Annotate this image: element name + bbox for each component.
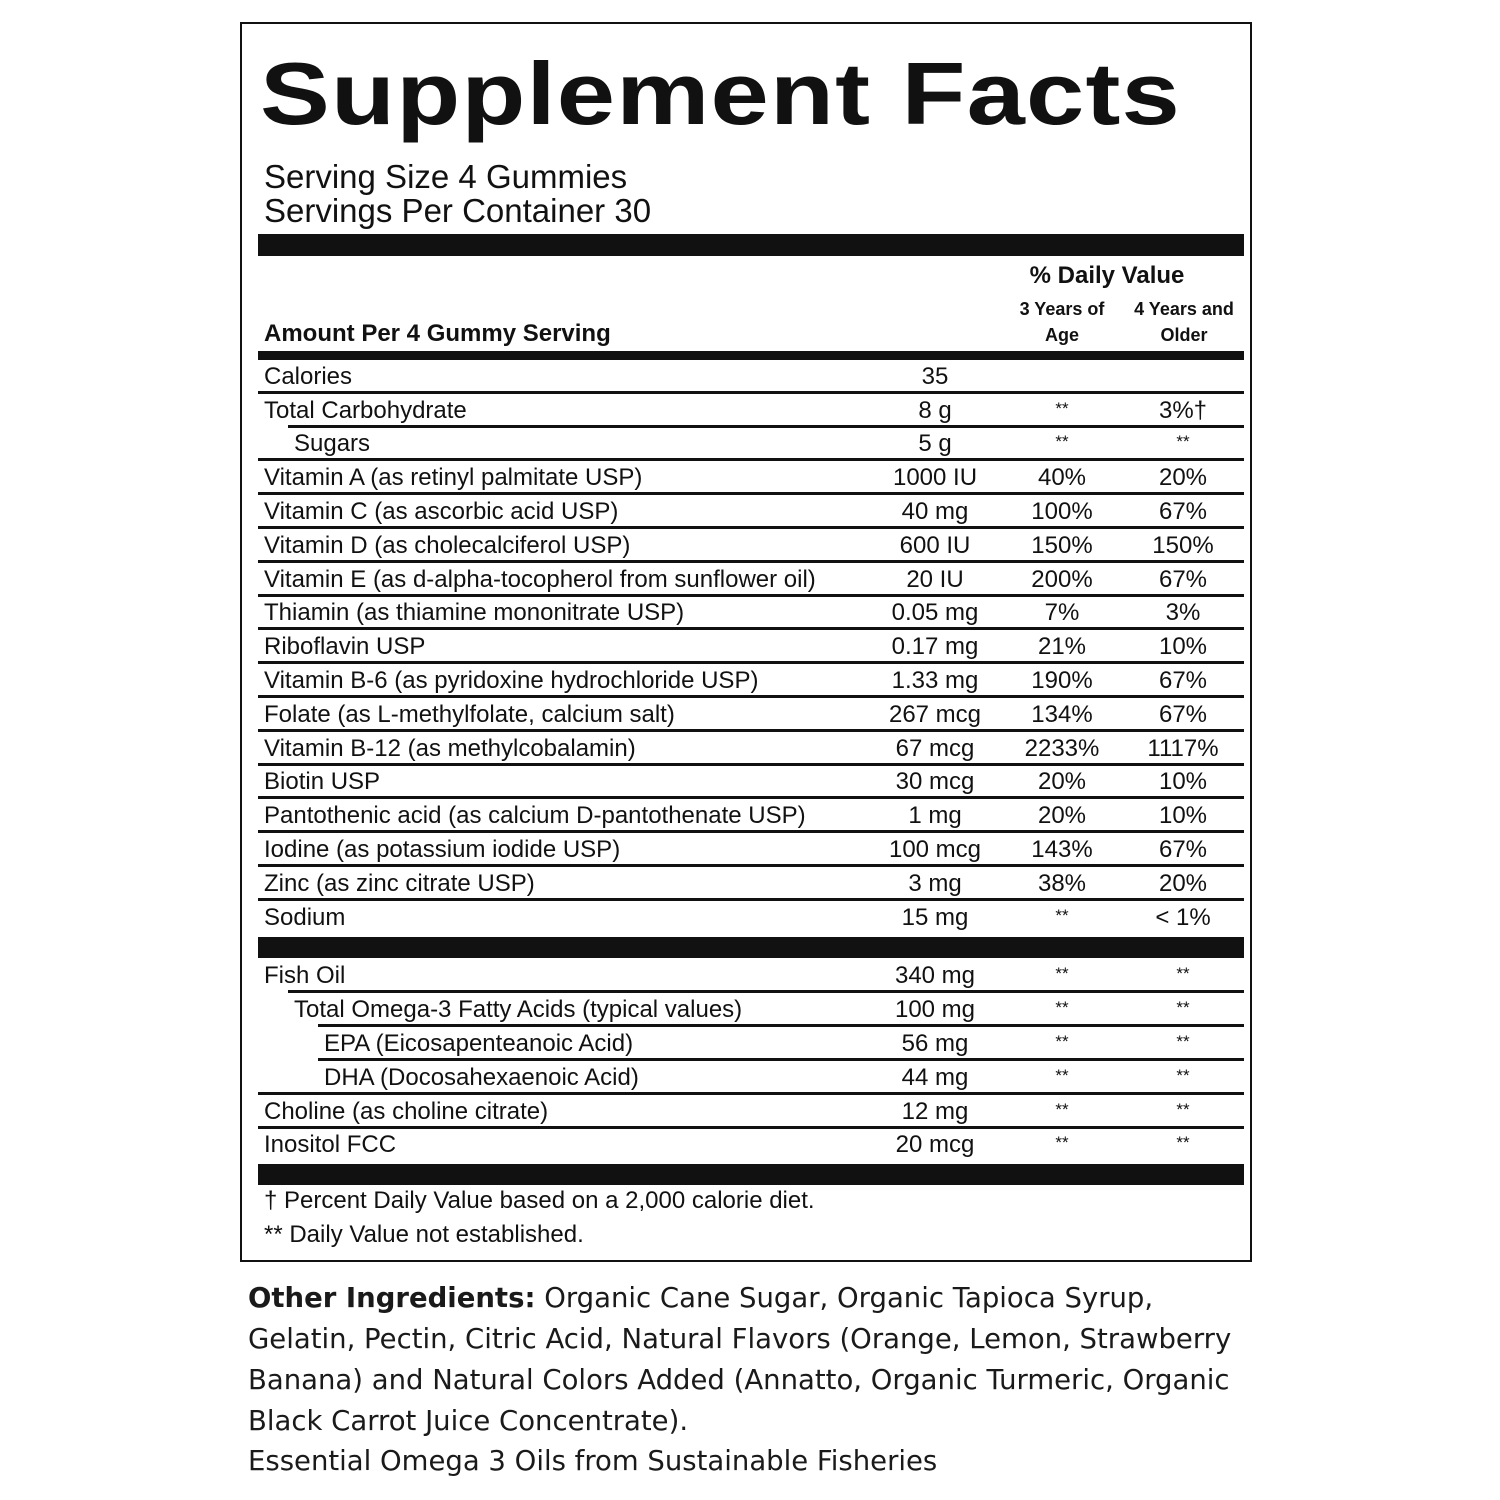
daily-value-4-years: ** (1176, 998, 1190, 1018)
nutrient-name: Vitamin C (as ascorbic acid USP) (264, 497, 619, 525)
daily-value-4-years: 67% (1158, 565, 1208, 593)
nutrient-amount: 56 mg (901, 1029, 969, 1057)
servings-per-container: Servings Per Container 30 (264, 192, 652, 229)
nutrient-name: Choline (as choline citrate) (264, 1097, 549, 1125)
daily-value-4-years: 150% (1152, 531, 1214, 559)
nutrient-amount: 40 mg (901, 497, 969, 525)
footnote-dagger: † Percent Daily Value based on a 2,000 calorie diet. (264, 1187, 815, 1214)
daily-value-4-years: 1117% (1147, 734, 1219, 762)
daily-value-4-years: 3% (1165, 599, 1201, 627)
nutrient-row (258, 428, 1244, 462)
column-heading-4-years-line2: Older (1160, 325, 1208, 345)
daily-value-3-years: ** (1055, 964, 1069, 984)
nutrient-name: EPA (Eicosapenteanoic Acid) (324, 1029, 634, 1057)
omega-note: Essential Omega 3 Oils from Sustainable Fisheries (248, 1445, 938, 1477)
nutrient-name: Thiamin (as thiamine mononitrate USP) (264, 599, 685, 627)
amount-per-serving-heading: Amount Per 4 Gummy Serving (264, 320, 611, 347)
daily-value-4-years: < 1% (1155, 903, 1211, 931)
nutrient-row (258, 563, 1244, 597)
daily-value-4-years: 10% (1158, 633, 1208, 661)
nutrient-amount: 1.33 mg (891, 666, 979, 694)
daily-value-3-years: ** (1055, 998, 1069, 1018)
daily-value-3-years: 20% (1037, 768, 1087, 796)
nutrient-table (258, 360, 1244, 1185)
other-ingredients-text: Organic Cane Sugar, Organic Tapioca Syrup, Gelatin, Pectin, Citric Acid, Natural Flavors (Orange, Lemon, Strawberry Banana) and Natural Colors Added (Annatto, Organic Turmeric, Organic Black Carrot Juice Concentrate). (248, 1282, 1232, 1437)
daily-value-4-years: ** (1176, 1031, 1190, 1051)
nutrient-amount: 30 mcg (895, 768, 975, 796)
other-ingredients-label: Other Ingredients: (248, 1282, 536, 1314)
nutrient-name: DHA (Docosahexaenoic Acid) (324, 1063, 639, 1091)
daily-value-3-years: 143% (1031, 835, 1093, 863)
nutrient-row (258, 993, 1244, 1027)
nutrient-amount: 5 g (918, 430, 952, 458)
nutrient-name: Vitamin D (as cholecalciferol USP) (264, 531, 631, 559)
nutrient-amount: 12 mg (901, 1097, 969, 1125)
supplement-facts-panel (240, 22, 1252, 1262)
nutrient-row (258, 960, 1244, 994)
nutrient-name: Total Omega-3 Fatty Acids (typical values) (294, 996, 743, 1024)
daily-value-3-years: 134% (1031, 700, 1093, 728)
nutrient-amount: 0.17 mg (891, 633, 979, 661)
section-divider (258, 937, 1244, 958)
nutrient-name: Vitamin B-6 (as pyridoxine hydrochloride USP) (264, 666, 759, 694)
daily-value-4-years: ** (1176, 1099, 1190, 1119)
thick-divider (258, 234, 1244, 256)
daily-value-4-years: 67% (1158, 700, 1208, 728)
nutrient-name: Fish Oil (264, 962, 346, 990)
nutrient-amount: 8 g (918, 396, 952, 424)
nutrient-amount: 44 mg (901, 1063, 969, 1091)
daily-value-4-years: ** (1176, 1133, 1190, 1153)
nutrient-name: Vitamin A (as retinyl palmitate USP) (264, 464, 643, 492)
daily-value-3-years: 2233% (1024, 734, 1100, 762)
nutrient-name: Calories (264, 362, 353, 390)
nutrient-row (258, 698, 1244, 732)
nutrient-amount: 0.05 mg (891, 599, 979, 627)
nutrient-row (258, 630, 1244, 664)
daily-value-4-years: 20% (1158, 869, 1208, 897)
daily-value-4-years: 20% (1158, 464, 1208, 492)
nutrient-row (258, 360, 1244, 394)
column-heading-3-years-line1: 3 Years of (1019, 299, 1105, 319)
vitamins-minerals-group (258, 360, 1244, 935)
nutrient-amount: 340 mg (894, 962, 976, 990)
daily-value-4-years: ** (1176, 964, 1190, 984)
nutrient-row (258, 495, 1244, 529)
daily-value-3-years: 7% (1044, 599, 1080, 627)
nutrient-name: Sodium (264, 903, 346, 931)
nutrient-name: Sugars (294, 430, 371, 458)
nutrient-row (258, 833, 1244, 867)
nutrient-row (258, 597, 1244, 631)
daily-value-4-years: ** (1176, 432, 1190, 452)
nutrient-amount: 100 mg (894, 996, 976, 1024)
nutrient-row (258, 1129, 1244, 1163)
nutrient-name: Zinc (as zinc citrate USP) (264, 869, 535, 897)
nutrient-name: Pantothenic acid (as calcium D-pantothenate USP) (264, 802, 806, 830)
nutrient-row (258, 529, 1244, 563)
daily-value-3-years: 190% (1031, 666, 1093, 694)
daily-value-3-years: ** (1055, 1031, 1069, 1051)
daily-value-4-years: 10% (1158, 802, 1208, 830)
column-heading-4-years (1119, 296, 1249, 348)
nutrient-row (258, 799, 1244, 833)
daily-value-3-years: 100% (1031, 497, 1093, 525)
nutrient-amount: 267 mcg (888, 700, 982, 728)
daily-value-3-years: 200% (1031, 565, 1093, 593)
daily-value-3-years: ** (1055, 905, 1069, 925)
nutrient-name: Vitamin E (as d-alpha-tocopherol from sunflower oil) (264, 565, 816, 593)
nutrient-row (258, 394, 1244, 428)
nutrient-amount: 20 mcg (895, 1131, 975, 1159)
nutrient-amount: 35 (921, 362, 949, 390)
column-heading-4-years-line1: 4 Years and (1134, 299, 1234, 319)
footnote-stars: ** Daily Value not established. (264, 1221, 584, 1248)
daily-value-4-years: 3%† (1158, 396, 1208, 424)
daily-value-3-years: 20% (1037, 802, 1087, 830)
nutrient-row (258, 732, 1244, 766)
daily-value-3-years: 150% (1031, 531, 1093, 559)
daily-value-3-years: ** (1055, 432, 1069, 452)
nutrient-row (258, 664, 1244, 698)
serving-size: Serving Size 4 Gummies (264, 158, 628, 195)
nutrient-name: Inositol FCC (264, 1131, 397, 1159)
nutrient-row (258, 1027, 1244, 1061)
daily-value-3-years: ** (1055, 1099, 1069, 1119)
panel-title: Supplement Facts (260, 44, 1181, 143)
daily-value-3-years: ** (1055, 398, 1069, 418)
nutrient-name: Folate (as L-methylfolate, calcium salt) (264, 700, 675, 728)
daily-value-3-years: 40% (1037, 464, 1087, 492)
daily-value-heading: % Daily Value (1029, 262, 1185, 289)
nutrient-row (258, 867, 1244, 901)
nutrient-name: Riboflavin USP (264, 633, 426, 661)
daily-value-4-years: 67% (1158, 835, 1208, 863)
daily-value-4-years: ** (1176, 1065, 1190, 1085)
nutrient-row (258, 901, 1244, 935)
nutrient-amount: 20 IU (906, 565, 964, 593)
nutrient-name: Iodine (as potassium iodide USP) (264, 835, 621, 863)
medium-divider (258, 351, 1244, 360)
daily-value-3-years: ** (1055, 1065, 1069, 1085)
nutrient-amount: 3 mg (908, 869, 962, 897)
bottom-divider (258, 1164, 1244, 1185)
nutrient-row (258, 1061, 1244, 1095)
nutrient-name: Vitamin B-12 (as methylcobalamin) (264, 734, 636, 762)
other-ingredients (248, 1278, 1258, 1442)
nutrient-amount: 600 IU (899, 531, 971, 559)
nutrient-row (258, 1095, 1244, 1129)
daily-value-4-years: 10% (1158, 768, 1208, 796)
other-nutrients-group (258, 960, 1244, 1163)
nutrient-name: Biotin USP (264, 768, 381, 796)
daily-value-4-years: 67% (1158, 666, 1208, 694)
daily-value-3-years: 38% (1037, 869, 1087, 897)
nutrient-row (258, 461, 1244, 495)
daily-value-3-years: ** (1055, 1133, 1069, 1153)
nutrient-row (258, 766, 1244, 800)
nutrient-amount: 15 mg (901, 903, 969, 931)
daily-value-4-years: 67% (1158, 497, 1208, 525)
nutrient-amount: 1000 IU (892, 464, 978, 492)
daily-value-3-years: 21% (1037, 633, 1087, 661)
column-heading-3-years-line2: Age (1044, 325, 1079, 345)
column-heading-3-years (997, 296, 1127, 348)
nutrient-amount: 1 mg (908, 802, 962, 830)
nutrient-amount: 100 mcg (888, 835, 982, 863)
nutrient-name: Total Carbohydrate (264, 396, 467, 424)
nutrient-amount: 67 mcg (895, 734, 975, 762)
